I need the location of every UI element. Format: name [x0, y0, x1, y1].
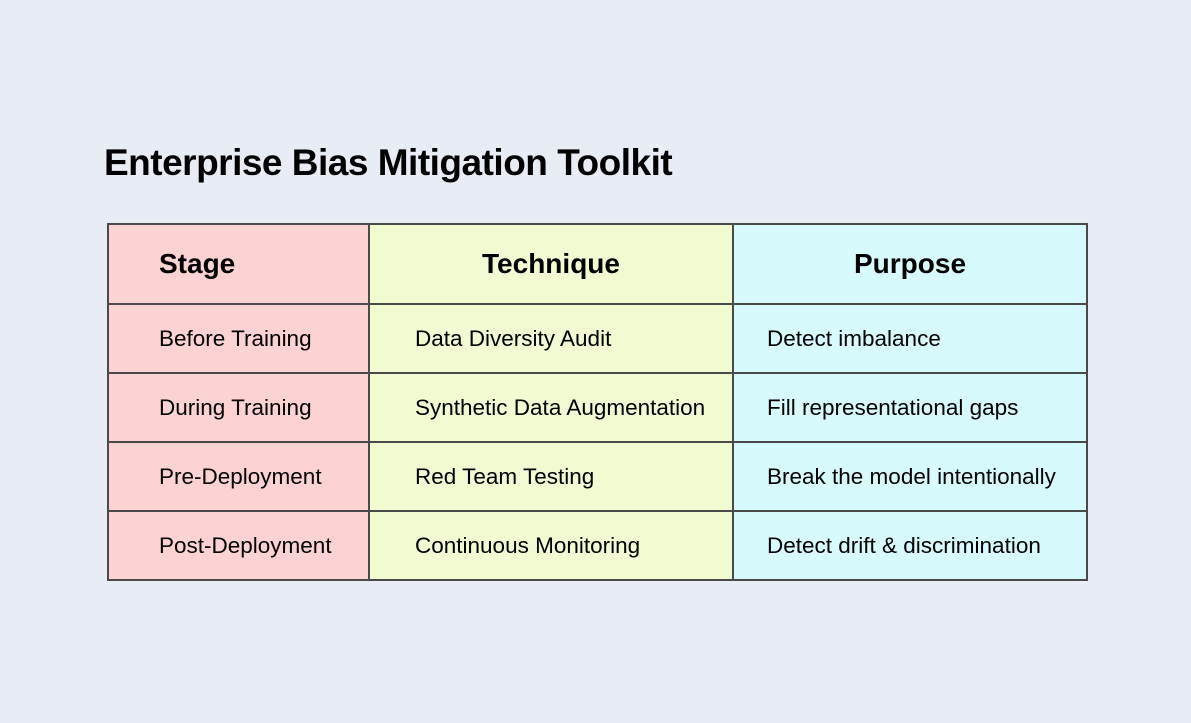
table-body [108, 304, 1087, 580]
cell-stage: Before Training [108, 304, 369, 373]
cell-purpose: Fill representational gaps [733, 373, 1087, 442]
cell-technique: Continuous Monitoring [369, 511, 733, 580]
cell-stage: During Training [108, 373, 369, 442]
cell-technique: Synthetic Data Augmentation [369, 373, 733, 442]
table-row [108, 304, 1087, 373]
header-cell-technique: Technique [369, 224, 733, 304]
cell-purpose: Break the model intentionally [733, 442, 1087, 511]
cell-technique: Red Team Testing [369, 442, 733, 511]
cell-technique: Data Diversity Audit [369, 304, 733, 373]
cell-purpose: Detect drift & discrimination [733, 511, 1087, 580]
bias-mitigation-table [107, 223, 1088, 581]
cell-stage: Pre-Deployment [108, 442, 369, 511]
table-row [108, 373, 1087, 442]
header-cell-purpose: Purpose [733, 224, 1087, 304]
table-row [108, 442, 1087, 511]
table-row [108, 511, 1087, 580]
header-cell-stage: Stage [108, 224, 369, 304]
cell-purpose: Detect imbalance [733, 304, 1087, 373]
header-row [108, 224, 1087, 304]
table-header [108, 224, 1087, 304]
cell-stage: Post-Deployment [108, 511, 369, 580]
page-title: Enterprise Bias Mitigation Toolkit [104, 142, 673, 183]
